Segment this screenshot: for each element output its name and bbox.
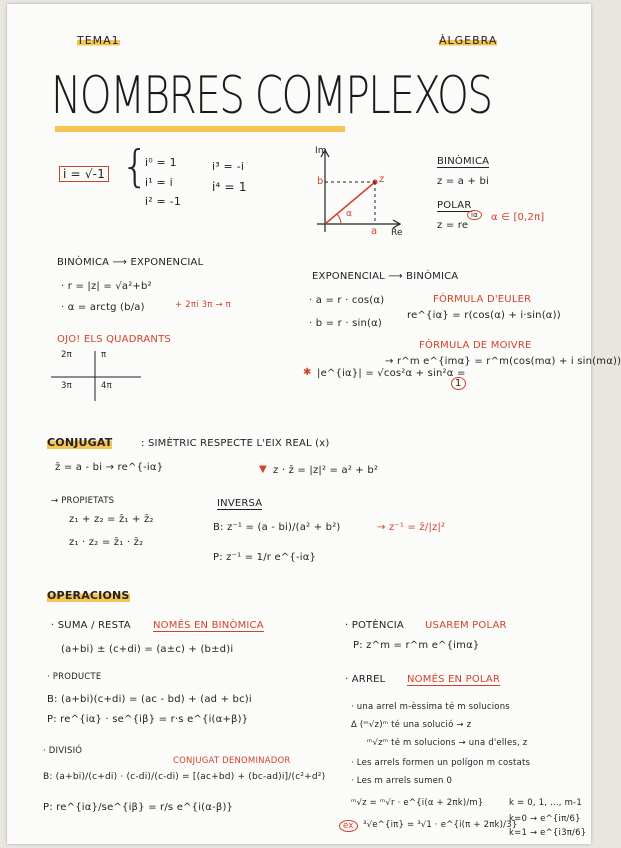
conjugat-eq: z̄ = a - bi → re^{-iα} xyxy=(55,462,164,473)
b2e-alpha: · α = arctg (b/a) xyxy=(61,302,145,313)
b-label: b xyxy=(317,176,324,187)
euler-eq: re^{iα} = r(cos(α) + i·sin(α)) xyxy=(407,310,561,321)
suma-note: NOMÉS EN BINÒMICA xyxy=(153,620,264,631)
quadrant-2: 2π xyxy=(61,350,72,360)
inversa-polar: P: z⁻¹ = 1/r e^{-iα} xyxy=(213,552,317,563)
power-i3: i³ = -i xyxy=(212,160,245,173)
moivre-eq: → r^m e^{imα} = r^m(cos(mα) + i sin(mα)) xyxy=(385,356,621,367)
example-k0: k=0 → e^{iπ/6} xyxy=(509,814,581,824)
example-label: ex xyxy=(339,820,358,832)
arrel-line5: · Les m arrels sumen 0 xyxy=(351,776,453,786)
topic-label: TEMA1 xyxy=(77,34,120,47)
modulus-one: 1 xyxy=(451,377,466,390)
producte-title: · PRODUCTE xyxy=(47,672,102,682)
arrel-k-range: k = 0, 1, ..., m-1 xyxy=(509,798,582,808)
quadrant-1: π xyxy=(101,350,107,360)
example-eq: ³√e^{iπ} = ³√1 · e^{i(π + 2πk)/3} xyxy=(363,820,518,830)
arrel-formula: ᵐ√z = ᵐ√r · e^{i(α + 2πk)/m} xyxy=(351,798,484,808)
arrel-title: · ARREL xyxy=(345,674,386,685)
divisio-note: CONJUGAT DENOMINADOR xyxy=(173,756,291,766)
polar-note: α ∈ [0,2π] xyxy=(491,212,545,223)
power-i0: i⁰ = 1 xyxy=(145,156,177,169)
inversa-result: → z⁻¹ = z̄/|z|² xyxy=(377,522,446,533)
quadrant-3: 3π xyxy=(61,381,72,391)
potencia-title: · POTÈNCIA xyxy=(345,620,404,631)
binomica-eq: z = a + bi xyxy=(437,176,489,187)
divisio-title: · DIVISIÓ xyxy=(43,746,83,756)
e2b-a: · a = r · cos(α) xyxy=(309,295,385,306)
arrel-line2: Δ (ᵐ√z)ᵐ té una solució → z xyxy=(351,720,472,730)
example-k1: k=1 → e^{i3π/6} xyxy=(509,828,587,838)
power-i2: i² = -1 xyxy=(145,195,182,208)
arrel-line1: · una arrel m-èssima té m solucions xyxy=(351,702,510,712)
a-label: a xyxy=(371,226,378,237)
moivre-title: FÒRMULA DE MOIVRE xyxy=(419,340,532,351)
title-highlight xyxy=(55,126,345,132)
arrel-line4: · Les arrels formen un polígon m costats xyxy=(351,758,531,768)
notes-sheet xyxy=(7,4,621,844)
operacions-title: OPERACIONS xyxy=(47,589,130,602)
page-title: NOMBRES COMPLEXOS xyxy=(51,66,492,126)
re-axis-label: Re xyxy=(391,228,403,238)
property-product: z₁ · z₂ = z̄₁ · z̄₂ xyxy=(69,537,144,548)
arrel-line3: ᵐ√zᵐ té m solucions → una d'elles, z xyxy=(367,738,528,748)
potencia-eq: P: z^m = r^m e^{imα} xyxy=(353,640,480,651)
polar-title: POLAR xyxy=(437,200,472,211)
suma-title: · SUMA / RESTA xyxy=(51,620,131,631)
b2e-r: · r = |z| = √a²+b² xyxy=(61,281,152,292)
star-icon: ✱ xyxy=(303,367,312,378)
im-axis-label: Im xyxy=(315,146,327,156)
arrel-note: NOMÉS EN POLAR xyxy=(407,674,501,685)
divisio-polar: P: re^{iα}/se^{iβ} = r/s e^{i(α-β)} xyxy=(43,802,234,813)
suma-eq: (a+bi) ± (c+di) = (a±c) + (b±d)i xyxy=(61,644,234,655)
b2e-alpha-note: + 2πi 3π → π xyxy=(175,300,231,310)
quadrant-4: 4π xyxy=(101,381,112,391)
euler-title: FÒRMULA D'EULER xyxy=(433,294,532,305)
conjugat-title: CONJUGAT xyxy=(47,436,113,449)
alpha-label: α xyxy=(346,209,353,219)
binomica-title: BINÒMICA xyxy=(437,156,490,167)
warning-icon: ▼ xyxy=(259,464,267,475)
inversa-title: INVERSA xyxy=(217,498,263,509)
polar-exponent: iα xyxy=(467,210,482,220)
modulus-eq: |e^{iα}| = √cos²α + sin²α = xyxy=(317,368,466,379)
inversa-binomica: B: z⁻¹ = (a - bi)/(a² + b²) xyxy=(213,522,341,533)
conjugat-def: : SIMÈTRIC RESPECTE L'EIX REAL (x) xyxy=(141,438,330,449)
brace-icon: { xyxy=(121,141,149,192)
properties-title: → PROPIETATS xyxy=(51,496,115,506)
producte-polar: P: re^{iα} · se^{iβ} = r·s e^{i(α+β)} xyxy=(47,714,249,725)
conjugat-product: z · z̄ = |z|² = a² + b² xyxy=(273,465,379,476)
quadrants-warning: OJO! ELS QUADRANTS xyxy=(57,334,171,345)
e2b-title: EXPONENCIAL ⟶ BINÒMICA xyxy=(312,271,459,282)
potencia-note: USAREM POLAR xyxy=(425,620,507,631)
b2e-title: BINÒMICA ⟶ EXPONENCIAL xyxy=(57,257,204,268)
property-sum: z₁ + z₂ = z̄₁ + z̄₂ xyxy=(69,514,154,525)
polar-eq: z = re xyxy=(437,220,469,231)
power-i1: i¹ = i xyxy=(145,176,173,189)
z-label: z xyxy=(379,174,385,185)
producte-binomica: B: (a+bi)(c+di) = (ac - bd) + (ad + bc)i xyxy=(47,694,252,705)
i-definition: i = √-1 xyxy=(59,166,109,182)
power-i4: i⁴ = 1 xyxy=(212,180,247,194)
divisio-binomica: B: (a+bi)/(c+di) · (c-di)/(c-di) = [(ac+bd) + (bc-ad)i]/(c²+d²) xyxy=(43,772,326,782)
e2b-b: · b = r · sin(α) xyxy=(309,318,383,329)
subject-label: ÀLGEBRA xyxy=(439,34,498,47)
